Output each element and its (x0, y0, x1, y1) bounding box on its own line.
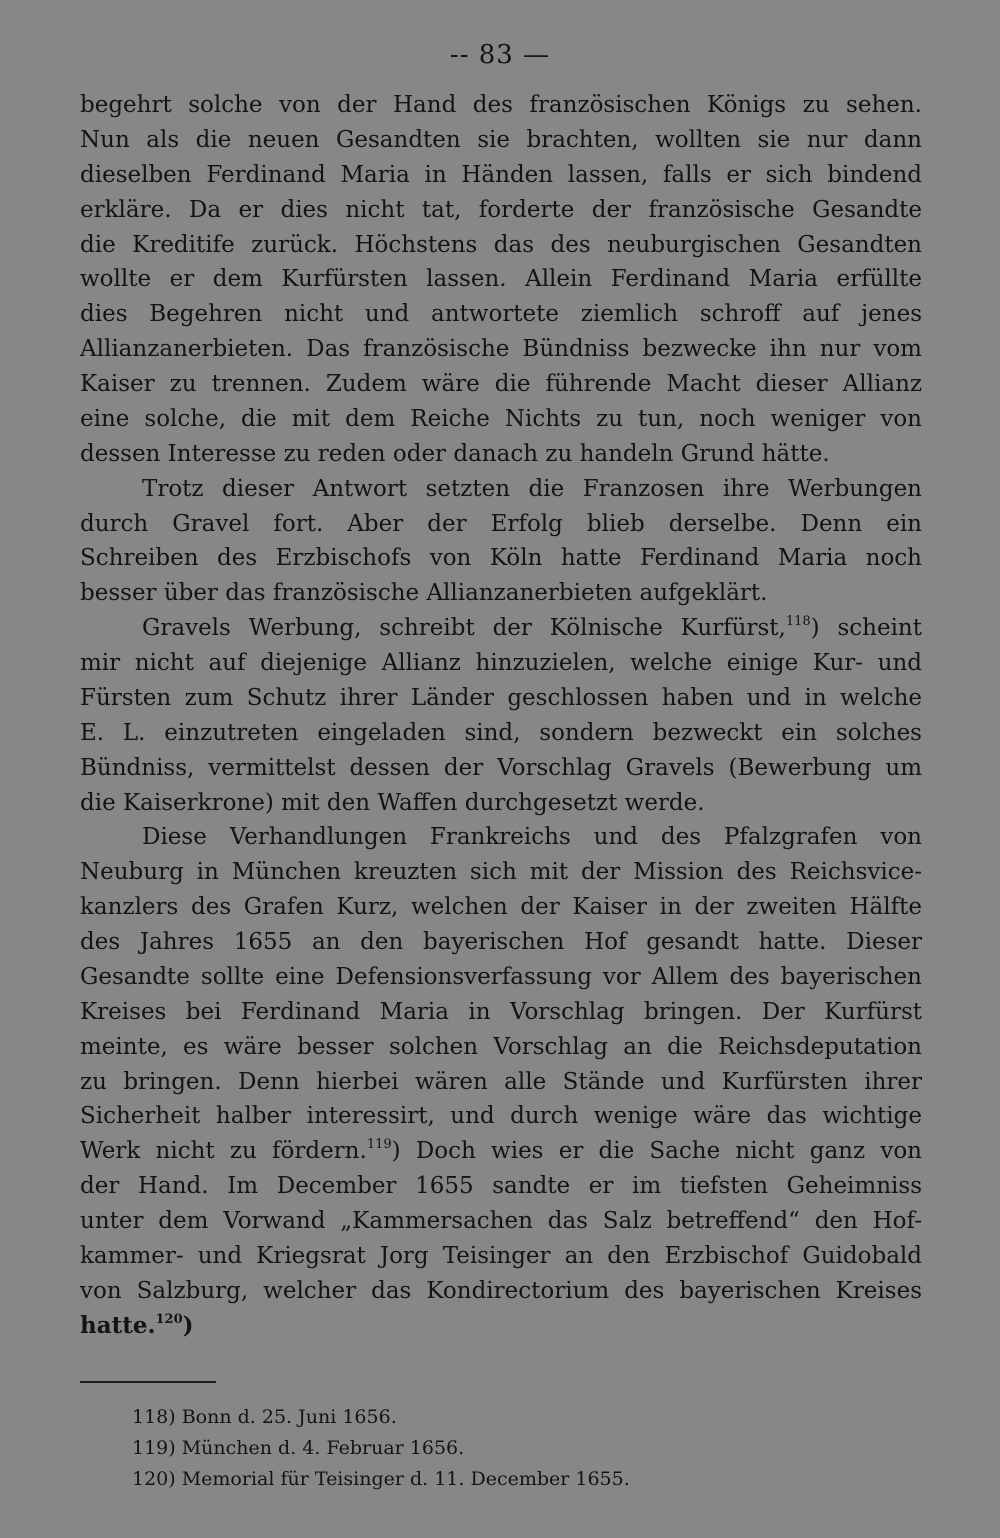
text-line: Trotz dieser Antwort setzten die Franzosen ihre Werbungen (142, 475, 922, 502)
text-line-with-footnote-ref (80, 1134, 922, 1169)
text-line: die Kreditife zurück. Höchstens das des neuburgischen Gesandten (80, 231, 922, 258)
footnote-ref: 120 (155, 1311, 183, 1327)
text-line: des Jahres 1655 an den bayerischen Hof gesandt hatte. Dieser (80, 929, 922, 955)
text-fragment: ) Doch wies er die Sache nicht ganz von (391, 1138, 922, 1165)
footnote: 119) München d. 4. Februar 1656. (132, 1437, 465, 1459)
text-line: Neuburg in München kreuzten sich mit der Mission des Reichsvice- (80, 859, 922, 886)
text-line: durch Gravel fort. Aber der Erfolg blieb derselbe. Denn ein (80, 510, 922, 537)
text-line: dies Begehren nicht und antwortete ziemlich schroff auf jenes (80, 301, 922, 328)
text-line: kammer- und Kriegsrat Jorg Teisinger an den Erzbischof Guidobald (80, 1242, 922, 1269)
text-line: Sicherheit halber interessirt, und durch wenige wäre das wichtige (80, 1103, 922, 1130)
footnote-ref: 118 (785, 614, 811, 630)
text-line: dieselben Ferdinand Maria in Händen lassen, falls er sich bindend (80, 161, 922, 188)
text-line: von Salzburg, welcher das Kondirectorium des bayerischen Kreises (80, 1277, 922, 1304)
text-line: meinte, es wäre besser solchen Vorschlag an die Reichsdeputation (80, 1033, 922, 1060)
text-line: Bündniss, vermittelst dessen der Vorschlag Gravels (Bewerbung um (80, 754, 922, 781)
text-line: erkläre. Da er dies nicht tat, forderte der französische Gesandte (80, 196, 922, 223)
text-fragment: ) scheint (810, 615, 922, 642)
text-fragment: Gravels Werbung, schreibt der Kölnische Kurfürst, (142, 615, 786, 642)
footnote-ref: 119 (366, 1137, 392, 1153)
footnote: 120) Memorial für Teisinger d. 11. December 1655. (132, 1468, 630, 1490)
page-number: -- 83 — (449, 40, 551, 70)
footnotes (132, 1402, 892, 1495)
text-line: Fürsten zum Schutz ihrer Länder geschlossen haben und in welche (80, 684, 922, 711)
body-text (80, 88, 922, 1344)
text-line-with-footnote-ref (80, 611, 922, 646)
text-line-with-footnote-ref (80, 1309, 922, 1344)
text-line: mir nicht auf diejenige Allianz hinzuzielen, welche einige Kur- und (80, 650, 922, 676)
text-line: E. L. einzutreten eingeladen sind, sondern bezweckt ein solches (80, 719, 922, 746)
text-line: Nun als die neuen Gesandten sie brachten, wollten sie nur dann (80, 126, 922, 153)
text-line: dessen Interesse zu reden oder danach zu handeln Grund hätte. (80, 440, 830, 467)
text-line: Kaiser zu trennen. Zudem wäre die führende Macht dieser Allianz (80, 371, 922, 397)
footnote-separator (80, 1381, 216, 1383)
text-line: Gesandte sollte eine Defensionsverfassung vor Allem des bayerischen (80, 963, 922, 990)
text-line: Diese Verhandlungen Frankreichs und des Pfalzgrafen von (142, 824, 922, 851)
text-line: wollte er dem Kurfürsten lassen. Allein Ferdinand Maria erfüllte (80, 266, 922, 293)
text-line: unter dem Vorwand „Kammersachen das Salz betreffend“ den Hof- (80, 1208, 922, 1234)
text-fragment: Werk nicht zu fördern. (80, 1138, 367, 1165)
text-line: der Hand. Im December 1655 sandte er im tiefsten Geheimniss (80, 1173, 922, 1200)
text-line: begehrt solche von der Hand des französischen Königs zu sehen. (80, 92, 922, 118)
text-line: Kreises bei Ferdinand Maria in Vorschlag bringen. Der Kurfürst (80, 998, 922, 1025)
footnote: 118) Bonn d. 25. Juni 1656. (132, 1406, 397, 1428)
text-fragment: ) (182, 1311, 194, 1339)
text-line: eine solche, die mit dem Reiche Nichts zu tun, noch weniger von (80, 405, 922, 432)
text-line: zu bringen. Denn hierbei wären alle Stände und Kurfürsten ihrer (80, 1068, 922, 1095)
text-line: besser über das französische Allianzanerbieten aufgeklärt. (80, 580, 768, 607)
text-line: die Kaiserkrone) mit den Waffen durchgesetzt werde. (80, 789, 705, 816)
text-fragment: hatte. (80, 1311, 156, 1339)
text-line: kanzlers des Grafen Kurz, welchen der Kaiser in der zweiten Hälfte (80, 894, 922, 921)
text-line: Schreiben des Erzbischofs von Köln hatte Ferdinand Maria noch (80, 545, 922, 572)
text-line: Allianzanerbieten. Das französische Bündniss bezwecke ihn nur vom (80, 336, 922, 363)
